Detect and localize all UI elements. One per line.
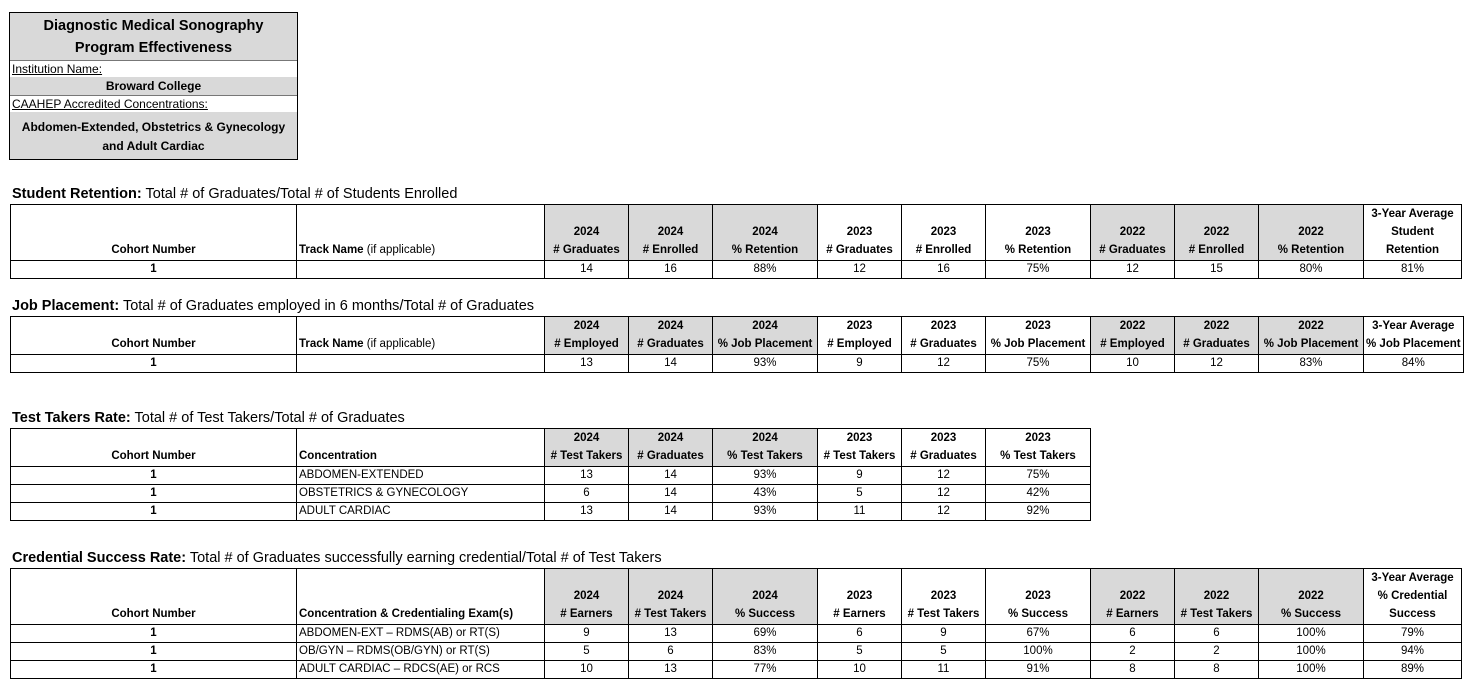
col-header-average: 3-Year Average % Credential Success [1364, 569, 1462, 625]
value-cell: 13 [545, 503, 629, 521]
cohort-number-header: Cohort Number [11, 205, 297, 261]
col-header: 2024 # Graduates [629, 429, 713, 467]
col-header: 2023 # Graduates [902, 429, 986, 467]
retention-title-rest: Total # of Graduates/Total # of Students Enrolled [141, 186, 458, 202]
col-header: 2023 % Job Placement [986, 317, 1091, 355]
concentrations-line2: and Adult Cardiac [102, 139, 205, 153]
value-cell: 83% [1259, 355, 1364, 373]
col-header: 2023 % Retention [986, 205, 1091, 261]
col-header: 2023 # Graduates [902, 317, 986, 355]
institution-value: Broward College [10, 77, 297, 95]
value-cell: 16 [629, 261, 713, 279]
concentration-cell: ADULT CARDIAC [297, 503, 545, 521]
value-cell: 14 [629, 485, 713, 503]
value-cell: 94% [1364, 643, 1462, 661]
value-cell: 69% [713, 625, 818, 643]
value-cell: 84% [1364, 355, 1464, 373]
value-cell: 6 [1175, 625, 1259, 643]
col-header: 2022 % Retention [1259, 205, 1364, 261]
col-header: 2024 % Retention [713, 205, 818, 261]
value-cell: 14 [629, 467, 713, 485]
col-header: 2022 # Graduates [1175, 317, 1259, 355]
credential-table [10, 568, 1462, 679]
table-row [11, 355, 1464, 373]
value-cell: 5 [902, 643, 986, 661]
cohort-cell: 1 [11, 625, 297, 643]
table-row [11, 625, 1462, 643]
value-cell: 11 [818, 503, 902, 521]
table-row [11, 467, 1091, 485]
value-cell: 43% [713, 485, 818, 503]
col-header: 2022 # Graduates [1091, 205, 1175, 261]
value-cell: 6 [818, 625, 902, 643]
col-header: 2023 # Earners [818, 569, 902, 625]
col-header: 2024 # Graduates [545, 205, 629, 261]
concentration-cell: OBSTETRICS & GYNECOLOGY [297, 485, 545, 503]
test-takers-section-title [12, 409, 405, 427]
col-header: 2023 # Enrolled [902, 205, 986, 261]
value-cell: 6 [629, 643, 713, 661]
col-header: 2024 # Test Takers [545, 429, 629, 467]
value-cell: 11 [902, 661, 986, 679]
concentration-cell: ADULT CARDIAC – RDCS(AE) or RCS [297, 661, 545, 679]
value-cell: 75% [986, 467, 1091, 485]
credential-title-bold: Credential Success Rate: [12, 550, 187, 566]
col-header-average: 3-Year Average % Job Placement [1364, 317, 1464, 355]
col-header: 2024 % Job Placement [713, 317, 818, 355]
value-cell: 8 [1091, 661, 1175, 679]
concentration-header: Concentration [297, 429, 545, 467]
track-name-header-note: (if applicable) [363, 338, 436, 350]
col-header: 2024 # Enrolled [629, 205, 713, 261]
value-cell: 100% [1259, 661, 1364, 679]
value-cell: 13 [629, 625, 713, 643]
value-cell: 12 [1175, 355, 1259, 373]
program-title-line2: Program Effectiveness [74, 40, 233, 56]
value-cell: 9 [818, 355, 902, 373]
col-header: 2022 % Job Placement [1259, 317, 1364, 355]
value-cell: 12 [902, 467, 986, 485]
cohort-cell: 1 [11, 661, 297, 679]
track-name-header-bold: Track Name [299, 338, 364, 350]
value-cell: 89% [1364, 661, 1462, 679]
test-takers-title-rest: Total # of Test Takers/Total # of Graduates [130, 410, 405, 426]
table-row [11, 661, 1462, 679]
value-cell: 13 [545, 355, 629, 373]
value-cell: 12 [818, 261, 902, 279]
credential-section-title [12, 549, 662, 567]
col-header: 2022 # Test Takers [1175, 569, 1259, 625]
concentrations-line1: Abdomen-Extended, Obstetrics & Gynecology [21, 120, 286, 134]
col-header: 2023 % Success [986, 569, 1091, 625]
col-header: 2023 # Graduates [818, 205, 902, 261]
value-cell: 2 [1091, 643, 1175, 661]
track-name-header [297, 205, 545, 261]
program-header [9, 12, 298, 160]
value-cell: 15 [1175, 261, 1259, 279]
placement-table [10, 316, 1464, 373]
test-takers-title-bold: Test Takers Rate: [12, 410, 131, 426]
col-header: 2024 # Earners [545, 569, 629, 625]
credential-title-rest: Total # of Graduates successfully earning credential/Total # of Test Takers [186, 550, 662, 566]
concentrations-label: CAAHEP Accredited Concentrations: [10, 95, 297, 112]
concentration-cell: ABDOMEN-EXT – RDMS(AB) or RT(S) [297, 625, 545, 643]
cohort-number-header: Cohort Number [11, 317, 297, 355]
value-cell: 10 [818, 661, 902, 679]
value-cell: 5 [545, 643, 629, 661]
value-cell: 100% [1259, 625, 1364, 643]
value-cell: 2 [1175, 643, 1259, 661]
value-cell: 6 [545, 485, 629, 503]
value-cell: 14 [629, 355, 713, 373]
track-cell [297, 261, 545, 279]
value-cell: 9 [818, 467, 902, 485]
value-cell: 9 [902, 625, 986, 643]
value-cell: 16 [902, 261, 986, 279]
track-cell [297, 355, 545, 373]
value-cell: 5 [818, 643, 902, 661]
table-row [11, 503, 1091, 521]
track-name-header-note: (if applicable) [363, 244, 436, 256]
concentration-cell: OB/GYN – RDMS(OB/GYN) or RT(S) [297, 643, 545, 661]
value-cell: 12 [902, 503, 986, 521]
value-cell: 92% [986, 503, 1091, 521]
cohort-cell: 1 [11, 643, 297, 661]
value-cell: 80% [1259, 261, 1364, 279]
value-cell: 100% [986, 643, 1091, 661]
col-header: 2024 % Success [713, 569, 818, 625]
table-row [11, 261, 1462, 279]
value-cell: 6 [1091, 625, 1175, 643]
cohort-cell: 1 [11, 467, 297, 485]
value-cell: 13 [629, 661, 713, 679]
placement-section-title [12, 297, 534, 315]
value-cell: 67% [986, 625, 1091, 643]
value-cell: 12 [1091, 261, 1175, 279]
value-cell: 75% [986, 261, 1091, 279]
retention-section-title [12, 185, 457, 203]
value-cell: 100% [1259, 643, 1364, 661]
value-cell: 79% [1364, 625, 1462, 643]
cohort-cell: 1 [11, 355, 297, 373]
value-cell: 14 [629, 503, 713, 521]
cohort-cell: 1 [11, 485, 297, 503]
value-cell: 12 [902, 485, 986, 503]
col-header: 2022 # Employed [1091, 317, 1175, 355]
value-cell: 12 [902, 355, 986, 373]
value-cell: 10 [545, 661, 629, 679]
value-cell: 77% [713, 661, 818, 679]
col-header: 2023 # Employed [818, 317, 902, 355]
value-cell: 93% [713, 355, 818, 373]
value-cell: 75% [986, 355, 1091, 373]
value-cell: 81% [1364, 261, 1462, 279]
table-row [11, 643, 1462, 661]
institution-label: Institution Name: [12, 62, 103, 76]
col-header: 2023 % Test Takers [986, 429, 1091, 467]
col-header: 2022 # Earners [1091, 569, 1175, 625]
col-header: 2022 % Success [1259, 569, 1364, 625]
program-title [10, 13, 297, 61]
value-cell: 8 [1175, 661, 1259, 679]
cohort-number-header: Cohort Number [11, 429, 297, 467]
value-cell: 83% [713, 643, 818, 661]
retention-title-bold: Student Retention: [12, 186, 142, 202]
track-name-header-bold: Track Name [299, 244, 364, 256]
value-cell: 91% [986, 661, 1091, 679]
placement-title-rest: Total # of Graduates employed in 6 months/Total # of Graduates [119, 298, 535, 314]
table-row [11, 485, 1091, 503]
col-header-average: 3-Year Average Student Retention [1364, 205, 1462, 261]
concentrations-value [10, 112, 297, 159]
col-header: 2024 % Test Takers [713, 429, 818, 467]
col-header: 2024 # Test Takers [629, 569, 713, 625]
cohort-number-header: Cohort Number [11, 569, 297, 625]
concentration-cell: ABDOMEN-EXTENDED [297, 467, 545, 485]
col-header: 2023 # Test Takers [818, 429, 902, 467]
col-header: 2023 # Test Takers [902, 569, 986, 625]
retention-table [10, 204, 1462, 279]
value-cell: 9 [545, 625, 629, 643]
value-cell: 10 [1091, 355, 1175, 373]
cohort-cell: 1 [11, 261, 297, 279]
value-cell: 88% [713, 261, 818, 279]
col-header: 2024 # Graduates [629, 317, 713, 355]
value-cell: 5 [818, 485, 902, 503]
concentration-header: Concentration & Credentialing Exam(s) [297, 569, 545, 625]
placement-title-bold: Job Placement: [12, 298, 120, 314]
program-title-line1: Diagnostic Medical Sonography [43, 18, 264, 34]
test-takers-table [10, 428, 1091, 521]
value-cell: 42% [986, 485, 1091, 503]
value-cell: 14 [545, 261, 629, 279]
track-name-header [297, 317, 545, 355]
col-header: 2022 # Enrolled [1175, 205, 1259, 261]
value-cell: 93% [713, 503, 818, 521]
value-cell: 93% [713, 467, 818, 485]
cohort-cell: 1 [11, 503, 297, 521]
col-header: 2024 # Employed [545, 317, 629, 355]
value-cell: 13 [545, 467, 629, 485]
